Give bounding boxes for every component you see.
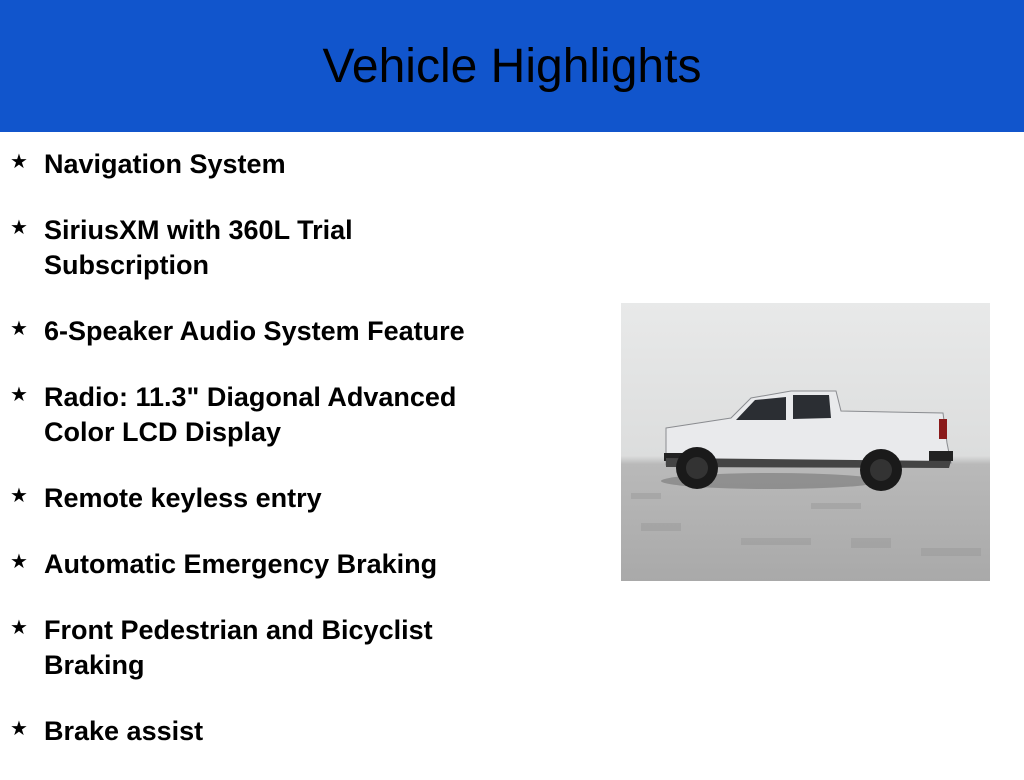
- pickup-truck-image: [621, 303, 990, 581]
- list-item: ★ Navigation System: [10, 147, 530, 182]
- star-icon: ★: [10, 384, 28, 406]
- star-icon: ★: [10, 617, 28, 639]
- star-icon: ★: [10, 718, 28, 740]
- list-item: ★ Automatic Emergency Braking: [10, 547, 530, 582]
- vehicle-photo: [621, 303, 990, 581]
- page-title: Vehicle Highlights: [322, 39, 702, 93]
- star-icon: ★: [10, 485, 28, 507]
- highlights-list: [10, 147, 530, 780]
- list-item: ★ Remote keyless entry: [10, 481, 530, 516]
- list-item: ★ Radio: 11.3" Diagonal Advanced Color LCD Display: [10, 380, 530, 450]
- star-icon: ★: [10, 551, 28, 573]
- list-item: ★ Front Pedestrian and Bicyclist Braking: [10, 613, 530, 683]
- list-item: ★ 6-Speaker Audio System Feature: [10, 314, 530, 349]
- star-icon: ★: [10, 318, 28, 340]
- header-banner: [0, 0, 1024, 132]
- list-item: ★ SiriusXM with 360L Trial Subscription: [10, 213, 530, 283]
- star-icon: ★: [10, 217, 28, 239]
- star-icon: ★: [10, 151, 28, 173]
- list-item: ★ Brake assist: [10, 714, 530, 749]
